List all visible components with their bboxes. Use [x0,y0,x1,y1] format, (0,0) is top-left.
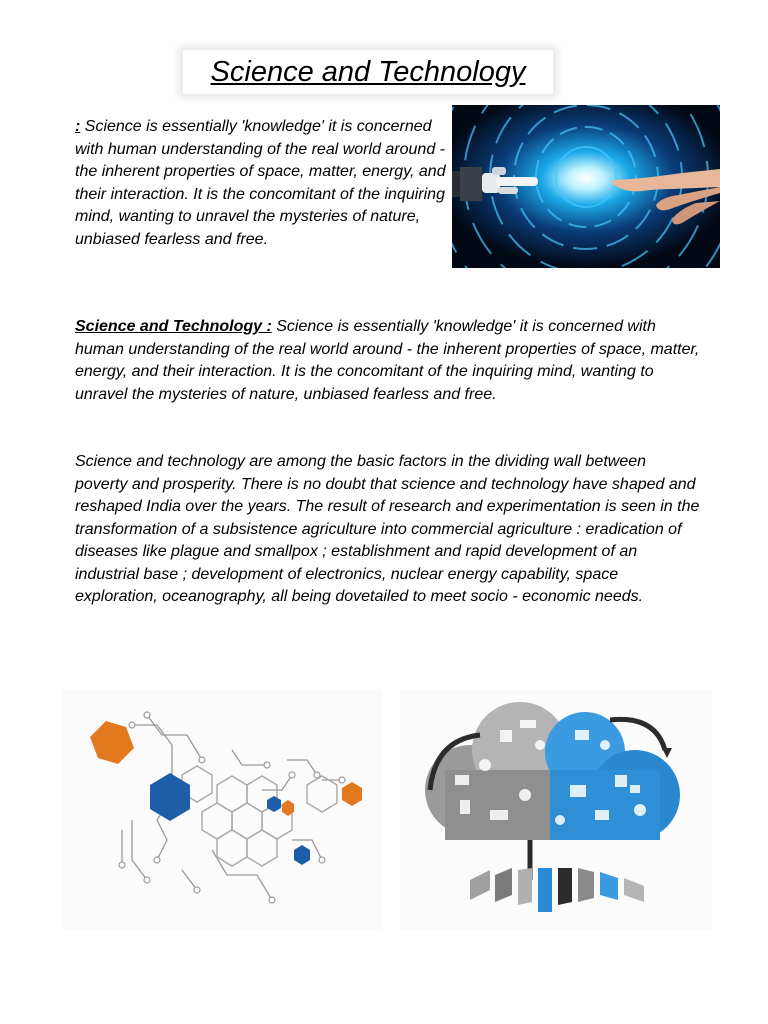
orange-hexagon-right [342,782,362,806]
hexagon-network-graphic [62,690,382,930]
technology-cloud-graphic [400,690,712,930]
hexagon-network-illustration [62,690,382,930]
title-box [183,50,553,94]
arrow-head [662,748,672,758]
paragraph-label: Science and Technology : [75,318,272,335]
intro-paragraph [75,116,447,251]
page-title: Science and Technology [210,56,526,88]
streamer-bars [470,868,644,912]
paragraph-text: Science is essentially 'knowledge' it is concerned with human understanding of the real world around - the inherent properties of space, matter, energy, and their interaction. It is the concomitant of the inquiring mind, wanting to unravel the mysteries of nature, unbiased fearless and free. [75,318,700,403]
hero-illustration [452,105,720,268]
blue-hexagon-large [150,773,190,821]
orange-hexagon-large [90,721,134,764]
hero-image-robot-human-hands [452,105,720,268]
intro-text: Science is essentially 'knowledge' it is concerned with human understanding of the real world around - the inherent properties of space, matter, energy, and their interaction. It is the concomitant of the inquiring mind, wanting to unravel the mysteries of nature, unbiased fearless and free. [75,118,446,248]
blue-hexagon-bottom [294,845,310,865]
outline-hexagons [182,766,337,866]
science-technology-paragraph [75,316,700,406]
intro-marker: : [75,118,81,135]
blue-hexagon-small [267,796,281,812]
basic-factors-paragraph: Science and technology are among the basic factors in the dividing wall between poverty and prosperity. There is no doubt that science and technology have shaped and reshaped India over the years. The result of research and experimentation is seen in the transformation of a subsistence agriculture into commercial agriculture : eradication of diseases like plague and smallpox ; establishment and rapid development of an industrial base ; development of electronics, nuclear energy capability, space exploration, oceanography, all being dovetailed to meet socio - economic needs. [75,453,700,605]
technology-cloud-illustration [400,690,712,930]
